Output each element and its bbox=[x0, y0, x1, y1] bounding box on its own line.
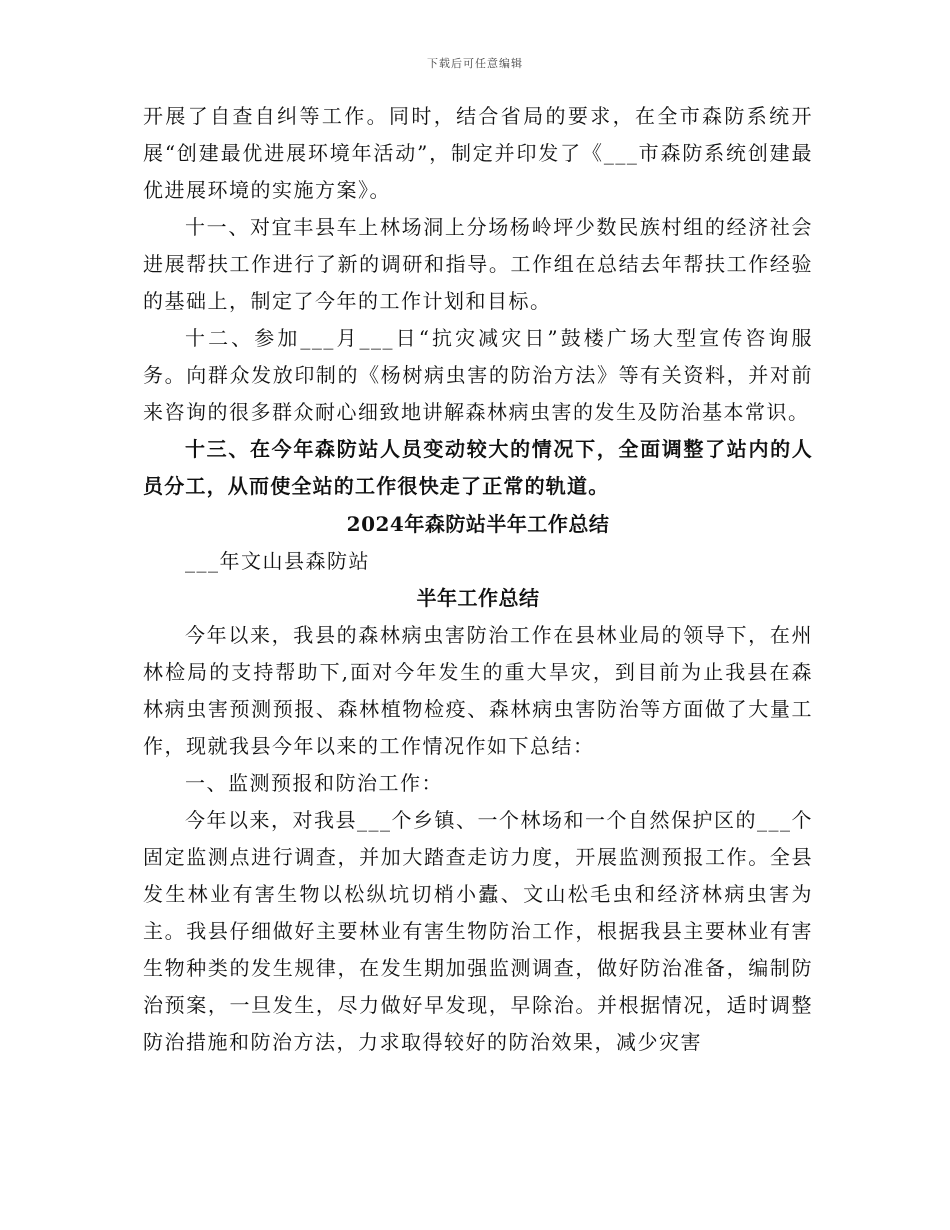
document-title: 2024年森防站半年工作总结 bbox=[346, 512, 610, 536]
paragraph-item-thirteen: 十三、在今年森防站人员变动较大的情况下，全面调整了站内的人员分工，从而使全站的工作很快走了正常的轨道。 bbox=[143, 437, 813, 498]
page-header: 下载后可任意编辑 bbox=[427, 57, 523, 70]
paragraph-item-twelve: 十二、参加___月___日“抗灾减灾日”鼓楼广场大型宣传咨询服务。向群众发放印制的《杨树病虫害的防治方法》等有关资料，并对前来咨询的很多群众耐心细致地讲解森林病虫害的发生及防治基本常识。 bbox=[143, 326, 813, 424]
document-body bbox=[143, 98, 813, 1061]
paragraph-monitoring: 今年以来，对我县___个乡镇、一个林场和一个自然保护区的___个固定监测点进行调查，并加大踏查走访力度，开展监测预报工作。全县发生林业有害生物以松纵坑切梢小蠹、文山松毛虫和经济林病虫害为主。我县仔细做好主要林业有害生物防治工作，根据我县主要林业有害生物种类的发生规律，在发生期加强监测调查，做好防治准备，编制防治预案，一旦发生，尽力做好早发现，早除治。并根据情况，适时调整防治措施和防治方法，力求取得较好的防治效果，减少灾害 bbox=[143, 808, 813, 1054]
paragraph-self-inspection: 开展了自查自纠等工作。同时，结合省局的要求，在全市森防系统开展“创建最优进展环境年活动”，制定并印发了《___市森防系统创建最优进展环境的实施方案》。 bbox=[143, 104, 813, 202]
document-subtitle: 半年工作总结 bbox=[416, 586, 540, 610]
organization-line: ___年文山县森防站 bbox=[185, 549, 370, 573]
section-heading-monitoring: 一、监测预报和防治工作： bbox=[185, 771, 443, 795]
paragraph-item-eleven: 十一、对宜丰县车上林场洞上分场杨岭坪少数民族村组的经济社会进展帮扶工作进行了新的调研和指导。工作组在总结去年帮扶工作经验的基础上，制定了今年的工作计划和目标。 bbox=[143, 215, 813, 313]
paragraph-intro: 今年以来，我县的森林病虫害防治工作在县林业局的领导下，在州林检局的支持帮助下,面对今年发生的重大旱灾，到目前为止我县在森林病虫害预测预报、森林植物检疫、森林病虫害防治等方面做了大量工作，现就我县今年以来的工作情况作如下总结： bbox=[143, 623, 813, 758]
